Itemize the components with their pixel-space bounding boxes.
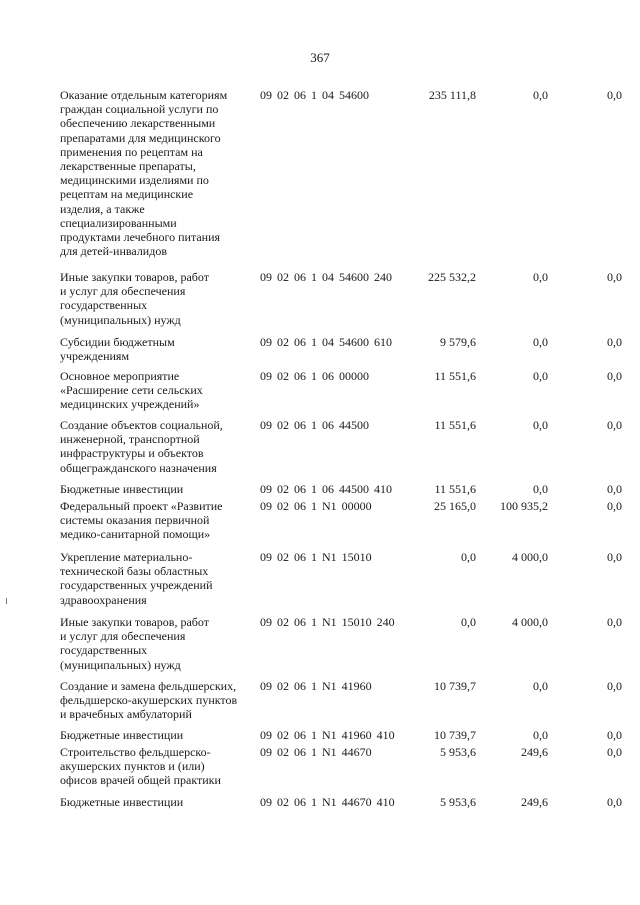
- row-value-2: 0,0: [533, 482, 548, 496]
- row-value-3: 0,0: [607, 499, 622, 513]
- row-name: Оказание отдельным категориям граждан социальной услуги по обеспечению лекарственными препаратами для медицинского применения по рецептам на лекарственные препараты, медицинскими изделиями по рецептам на медицинские изделия, а также специализированными продуктами лечебного питания для детей-инвалидов: [60, 88, 228, 259]
- page-number: 367: [310, 50, 330, 65]
- row-value-1: 11 551,6: [434, 418, 476, 432]
- row-name: Основное мероприятие «Расширение сети сельских медицинских учреждений»: [60, 369, 203, 412]
- row-name: Укрепление материально- технической базы областных государственных учреждений здравоохранения: [60, 550, 213, 607]
- row-name: Создание и замена фельдшерских, фельдшерско-акушерских пунктов и врачебных амбулаторий: [60, 679, 238, 722]
- row-code: 09 02 06 1 N1 00000: [260, 499, 372, 513]
- row-value-2: 4 000,0: [512, 550, 548, 564]
- row-value-3: 0,0: [607, 745, 622, 759]
- row-value-1: 10 739,7: [434, 728, 476, 742]
- row-name: Строительство фельдшерско- акушерских пунктов и (или) офисов врачей общей практики: [60, 745, 221, 788]
- row-value-2: 0,0: [533, 88, 548, 102]
- row-value-2: 0,0: [533, 335, 548, 349]
- row-name: Бюджетные инвестиции: [60, 482, 184, 496]
- row-code: 09 02 06 1 04 54600 610: [260, 335, 392, 349]
- row-value-1: 0,0: [461, 615, 476, 629]
- row-value-2: 0,0: [533, 369, 548, 383]
- row-name: Бюджетные инвестиции: [60, 795, 184, 809]
- row-name: Создание объектов социальной, инженерной, транспортной инфраструктуры и объектов общегражданского назначения: [60, 418, 223, 475]
- row-name: Иные закупки товаров, работ и услуг для обеспечения государственных (муниципальных) нужд: [60, 615, 209, 672]
- row-value-3: 0,0: [607, 270, 622, 284]
- row-value-2: 0,0: [533, 679, 548, 693]
- row-value-3: 0,0: [607, 88, 622, 102]
- row-value-1: 11 551,6: [434, 369, 476, 383]
- row-value-3: 0,0: [607, 369, 622, 383]
- row-code: 09 02 06 1 04 54600 240: [260, 270, 392, 284]
- row-value-3: 0,0: [607, 679, 622, 693]
- row-name: Бюджетные инвестиции: [60, 728, 184, 742]
- row-value-1: 11 551,6: [434, 482, 476, 496]
- row-code: 09 02 06 1 06 44500 410: [260, 482, 392, 496]
- row-value-3: 0,0: [607, 418, 622, 432]
- row-name: Федеральный проект «Развитие системы оказания первичной медико-санитарной помощи»: [60, 499, 223, 542]
- row-value-1: 5 953,6: [440, 745, 476, 759]
- row-code: 09 02 06 1 06 00000: [260, 369, 369, 383]
- row-value-1: 235 111,8: [428, 88, 476, 102]
- row-value-1: 225 532,2: [428, 270, 476, 284]
- row-value-3: 0,0: [607, 795, 622, 809]
- row-value-1: 10 739,7: [434, 679, 476, 693]
- row-value-1: 0,0: [461, 550, 476, 564]
- row-value-3: 0,0: [607, 615, 622, 629]
- row-value-2: 249,6: [521, 745, 548, 759]
- row-value-3: 0,0: [607, 728, 622, 742]
- row-value-2: 100 935,2: [500, 499, 548, 513]
- row-value-1: 25 165,0: [434, 499, 476, 513]
- row-code: 09 02 06 1 N1 15010: [260, 550, 372, 564]
- row-name: Субсидии бюджетным учреждениям: [60, 335, 175, 364]
- row-value-2: 4 000,0: [512, 615, 548, 629]
- row-code: 09 02 06 1 N1 44670: [260, 745, 372, 759]
- row-code: 09 02 06 1 06 44500: [260, 418, 369, 432]
- row-value-3: 0,0: [607, 482, 622, 496]
- row-value-2: 0,0: [533, 728, 548, 742]
- row-code: 09 02 06 1 N1 15010 240: [260, 615, 395, 629]
- row-value-2: 249,6: [521, 795, 548, 809]
- row-value-3: 0,0: [607, 335, 622, 349]
- row-value-2: 0,0: [533, 418, 548, 432]
- row-name: Иные закупки товаров, работ и услуг для обеспечения государственных (муниципальных) нужд: [60, 270, 209, 327]
- row-value-2: 0,0: [533, 270, 548, 284]
- row-value-3: 0,0: [607, 550, 622, 564]
- row-code: 09 02 06 1 N1 44670 410: [260, 795, 395, 809]
- row-code: 09 02 06 1 N1 41960: [260, 679, 372, 693]
- row-value-1: 5 953,6: [440, 795, 476, 809]
- row-code: 09 02 06 1 04 54600: [260, 88, 369, 102]
- row-value-1: 9 579,6: [440, 335, 476, 349]
- row-code: 09 02 06 1 N1 41960 410: [260, 728, 395, 742]
- scan-edge-mark: [6, 598, 7, 604]
